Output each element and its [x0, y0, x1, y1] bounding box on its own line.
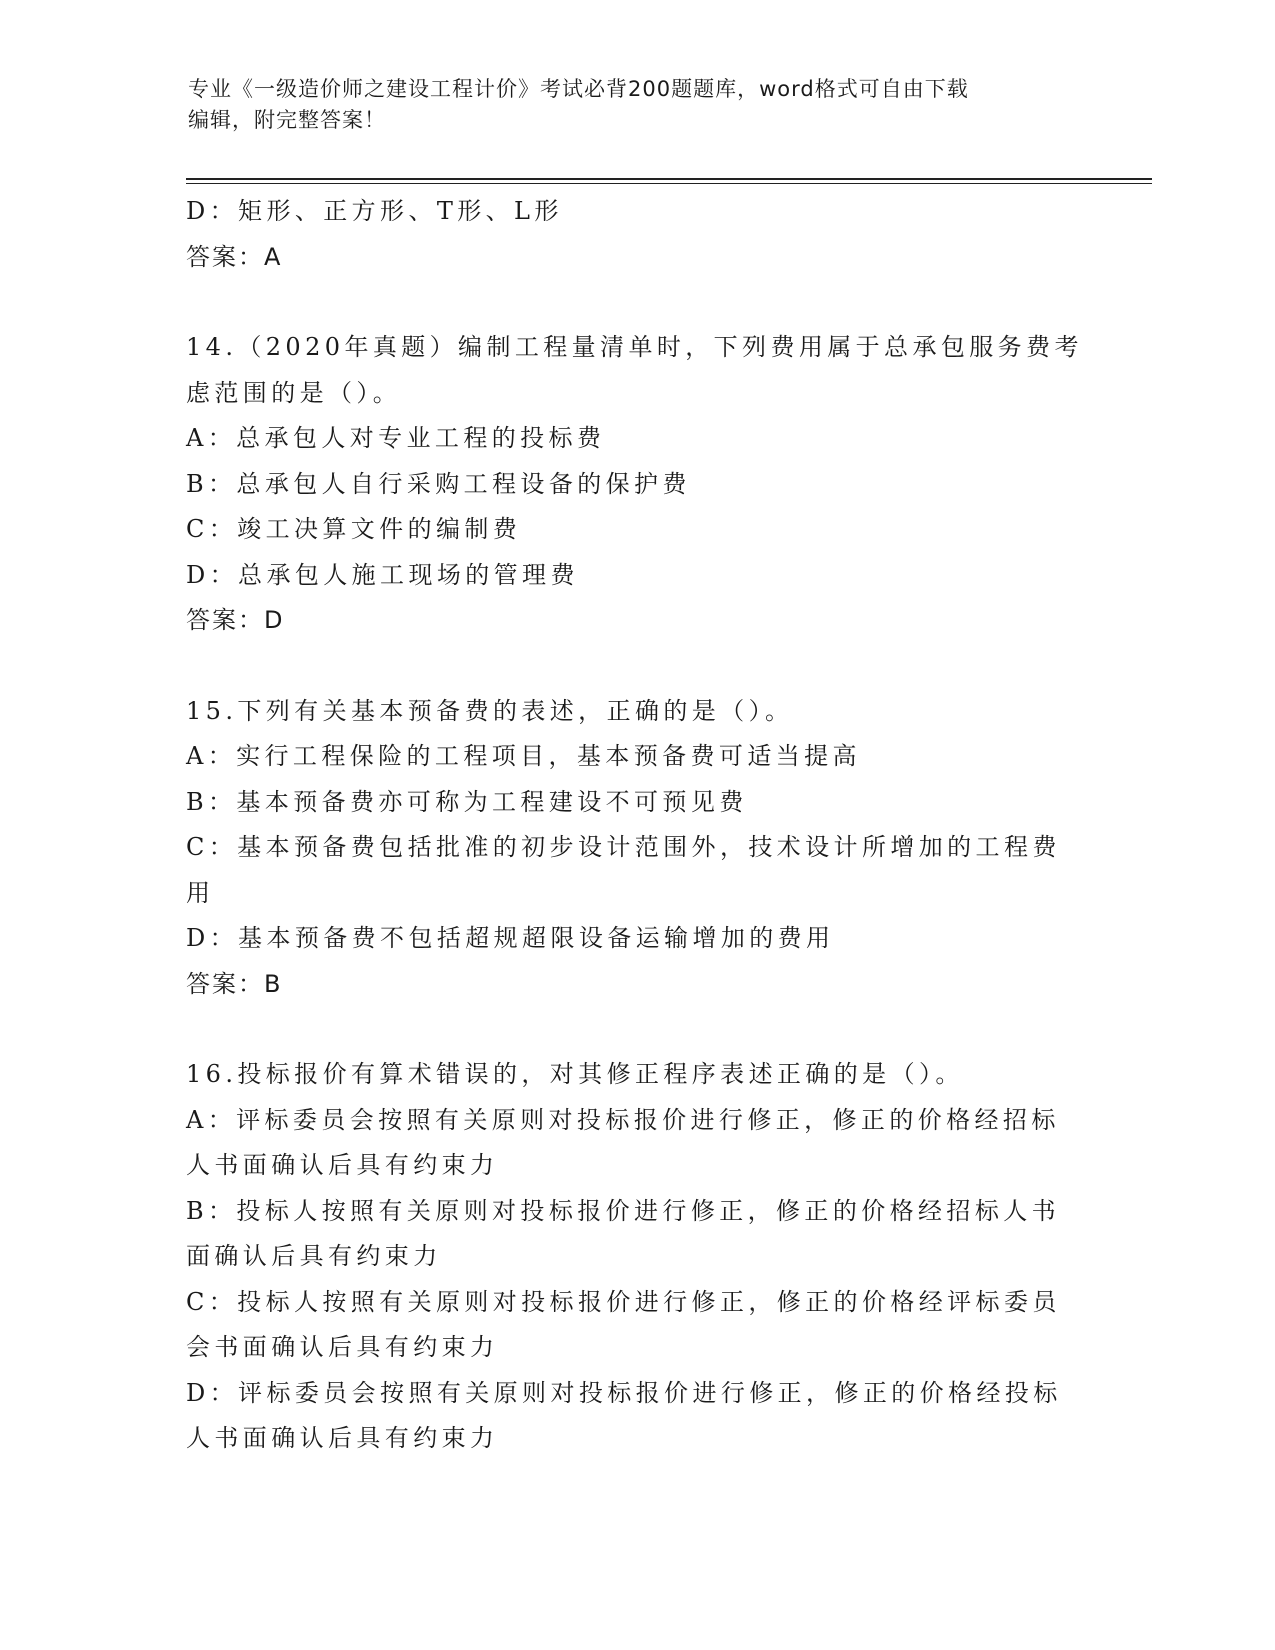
header-rule-thick	[186, 178, 1152, 180]
q14-option-c: C：竣工决算文件的编制费	[186, 515, 522, 543]
q16-option-c-line-2: 会书面确认后具有约束力	[186, 1333, 499, 1361]
q16-option-d-line-2: 人书面确认后具有约束力	[186, 1424, 499, 1452]
q16-option-a-line-2: 人书面确认后具有约束力	[186, 1151, 499, 1179]
prev-answer: 答案：A	[186, 242, 283, 271]
q14-stem-line-1: 14.（2020年真题）编制工程量清单时，下列费用属于总承包服务费考	[186, 333, 1083, 361]
q15-option-b: B：基本预备费亦可称为工程建设不可预见费	[186, 787, 748, 816]
header-rule-thin	[186, 183, 1152, 184]
q16-option-a-line-1: A：评标委员会按照有关原则对投标报价进行修正，修正的价格经招标	[186, 1105, 1060, 1134]
q16-option-c-line-1: C：投标人按照有关原则对投标报价进行修正，修正的价格经评标委员	[186, 1287, 1061, 1316]
prev-option-d: D：矩形、正方形、T形、L形	[186, 197, 563, 225]
question-14	[186, 325, 1086, 644]
q16-option-b-line-1: B：投标人按照有关原则对投标报价进行修正，修正的价格经招标人书	[186, 1196, 1061, 1225]
q14-option-d: D：总承包人施工现场的管理费	[186, 560, 579, 589]
question-16	[186, 1052, 1086, 1462]
document-body	[186, 189, 1086, 1462]
q15-answer: 答案：B	[186, 969, 283, 998]
q15-stem: 15.下列有关基本预备费的表述，正确的是（）。	[186, 696, 794, 725]
q14-option-a: A：总承包人对专业工程的投标费	[186, 424, 606, 452]
document-header	[188, 74, 1068, 136]
q14-option-b: B：总承包人自行采购工程设备的保护费	[186, 469, 691, 498]
q16-option-d-line-1: D：评标委员会按照有关原则对投标报价进行修正，修正的价格经投标	[186, 1378, 1062, 1407]
question-15	[186, 689, 1086, 1008]
q14-answer: 答案：D	[186, 606, 285, 634]
q14-stem-line-2: 虑范围的是（）。	[186, 378, 402, 407]
header-line-1: 专业《一级造价师之建设工程计价》考试必背200题题库，word格式可自由下载	[188, 77, 969, 101]
q15-option-c-line-1: C：基本预备费包括批准的初步设计范围外，技术设计所增加的工程费	[186, 833, 1061, 861]
q15-option-c-line-2: 用	[186, 878, 215, 907]
q16-stem: 16.投标报价有算术错误的，对其修正程序表述正确的是（）。	[186, 1060, 964, 1088]
q15-option-d: D：基本预备费不包括超规超限设备运输增加的费用	[186, 924, 835, 952]
header-line-2: 编辑，附完整答案！	[188, 108, 386, 132]
q16-option-b-line-2: 面确认后具有约束力	[186, 1242, 442, 1270]
q15-option-a: A：实行工程保险的工程项目，基本预备费可适当提高	[186, 742, 861, 770]
